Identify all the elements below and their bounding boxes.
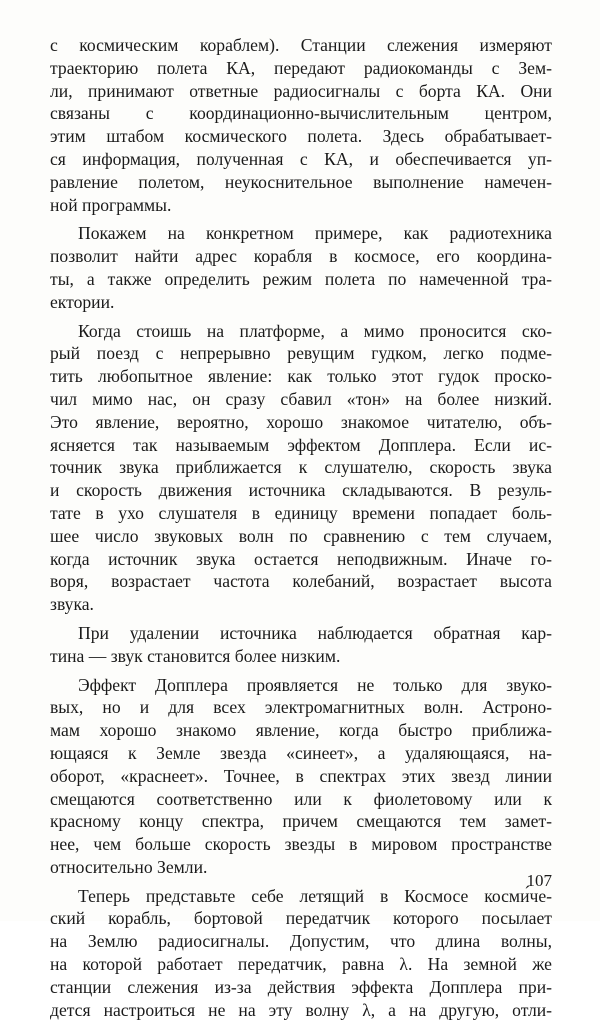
text-line: рый поезд с непрерывно ревущим гудком, легко подме- <box>50 343 552 364</box>
paragraph <box>50 34 552 216</box>
text-line: Когда стоишь на платформе, а мимо проносится ско- <box>78 320 552 341</box>
text-line: мам хорошо знакомо явление, когда быстро приближа- <box>50 720 552 741</box>
text-line: смещаются соответственно или к фиолетовому или к <box>50 788 552 809</box>
text-line: точник звука приближается к слушателю, скорость звука <box>50 457 552 478</box>
text-line: ясняется так называемым эффектом Допплера. Если ис- <box>50 434 552 455</box>
text-line: траекторию полета КА, передают радиокоманды с Зем- <box>50 57 552 78</box>
text-line: чил мимо нас, он сразу сбавил «тон» на более низкий. <box>50 388 552 409</box>
text-line: Эффект Допплера проявляется не только для звуко- <box>78 674 552 695</box>
text-line: красному концу спектра, причем смещаются тем замет- <box>50 811 552 832</box>
text-line: и скорость движения источника складываются. В резуль- <box>50 480 552 501</box>
text-line: ной программы. <box>50 194 172 215</box>
text-line: когда источник звука остается неподвижным. Иначе го- <box>50 548 552 569</box>
text-line: на Землю радиосигналы. Допустим, что длина волны, <box>50 931 552 952</box>
text-line: станции слежения из-за действия эффекта Допплера при- <box>50 976 552 997</box>
paragraph <box>50 320 552 616</box>
text-line: оборот, «краснеет». Точнее, в спектрах этих звезд линии <box>50 765 552 786</box>
text-line: Это явление, вероятно, хорошо знакомое читателю, объ- <box>50 411 552 432</box>
text-line: тате в ухо слушателя в единицу времени попадает боль- <box>50 502 552 523</box>
paragraph <box>50 222 552 313</box>
text-line: на которой работает передатчик, равна λ. На земной же <box>50 954 552 975</box>
paragraph <box>50 674 552 879</box>
text-line: тить любопытное явление: как только этот гудок проско- <box>50 366 552 387</box>
paragraph <box>50 885 552 1021</box>
paragraph <box>50 622 552 668</box>
text-line: относительно Земли. <box>50 856 208 877</box>
text-line: Теперь представьте себе летящий в Космосе косми́че- <box>78 885 552 906</box>
text-line: ектории. <box>50 291 115 312</box>
text-line: воря, возрастает частота колебаний, возрастает высота <box>50 571 552 592</box>
text-line: Покажем на конкретном примере, как радиотехника <box>78 223 552 244</box>
text-line: позволит найти адрес корабля в космосе, его координа- <box>50 246 552 267</box>
text-line: ющаяся к Земле звезда «синеет», а удаляющаяся, на- <box>50 742 552 763</box>
text-line: вых, но и для всех электромагнитных волн. Астроно- <box>50 697 552 718</box>
text-line: При удалении источника наблюдается обратная кар- <box>78 622 552 643</box>
text-line: равление полетом, неукоснительное выполнение намечен- <box>50 171 552 192</box>
text-line: ся информация, полученная с КА, и обеспечивается уп- <box>50 148 552 169</box>
text-line: связаны с координационно-вычислительным центром, <box>50 103 552 124</box>
body-text <box>50 34 552 1021</box>
text-line: шее число звуковых волн по сравнению с тем случаем, <box>50 525 552 546</box>
text-line: этим штабом космического полета. Здесь обрабатывает- <box>50 126 552 147</box>
text-line: нее, чем больше скорость звезды в мировом пространстве <box>50 834 552 855</box>
text-line: звука. <box>50 594 94 615</box>
page-number: 107 <box>526 871 552 890</box>
text-line: ский корабль, бортовой передатчик которого посылает <box>50 908 552 929</box>
text-line: ты, а также определить режим полета по намеченной тра- <box>50 268 552 289</box>
text-line: дется настроиться не на эту волну λ, а на другую, отли- <box>50 999 552 1020</box>
text-line: тина — звук становится более низким. <box>50 645 341 666</box>
text-line: ли, принимают ответные радиосигналы с борта КА. Они <box>50 80 552 101</box>
text-line: с космическим кораблем). Станции слежения измеряют <box>50 35 552 55</box>
